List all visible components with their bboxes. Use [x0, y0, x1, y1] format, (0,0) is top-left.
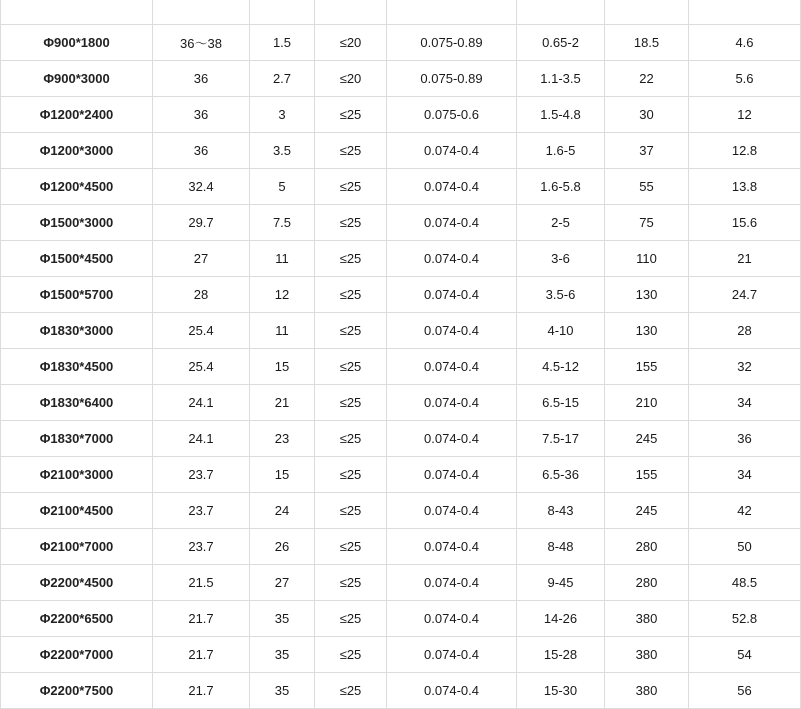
table-cell: ≤25	[315, 457, 387, 493]
table-cell: 36	[153, 97, 250, 133]
table-cell: 55	[605, 169, 689, 205]
table-cell-empty	[153, 0, 250, 25]
table-cell: 380	[605, 601, 689, 637]
table-cell: 35	[250, 673, 315, 709]
table-cell: 6.5-36	[517, 457, 605, 493]
table-cell: 36	[153, 133, 250, 169]
model-cell: Φ2200*6500	[1, 601, 153, 637]
table-cell-empty	[250, 0, 315, 25]
table-cell: ≤25	[315, 673, 387, 709]
table-row	[1, 349, 801, 385]
table-cell: 14-26	[517, 601, 605, 637]
table-cell: 28	[689, 313, 801, 349]
table-row	[1, 241, 801, 277]
table-cell: ≤25	[315, 421, 387, 457]
model-cell: Φ1500*5700	[1, 277, 153, 313]
table-cell: 12.8	[689, 133, 801, 169]
table-row	[1, 25, 801, 61]
table-cell: 11	[250, 313, 315, 349]
table-cell: 1.6-5	[517, 133, 605, 169]
table-cell: ≤25	[315, 601, 387, 637]
table-cell: 245	[605, 493, 689, 529]
table-cell: 36	[689, 421, 801, 457]
table-cell: 130	[605, 277, 689, 313]
table-cell: 34	[689, 457, 801, 493]
table-cell: ≤25	[315, 637, 387, 673]
table-cell-empty	[689, 0, 801, 25]
table-cell: 15-28	[517, 637, 605, 673]
table-cell: 3.5-6	[517, 277, 605, 313]
table-row	[1, 61, 801, 97]
model-cell: Φ1200*2400	[1, 97, 153, 133]
table-cell: 48.5	[689, 565, 801, 601]
table-cell: 36～38	[153, 25, 250, 61]
table-cell: 15	[250, 457, 315, 493]
table-cell: 1.5	[250, 25, 315, 61]
table-cell: 0.074-0.4	[387, 529, 517, 565]
table-row	[1, 421, 801, 457]
table-cell: ≤25	[315, 493, 387, 529]
table-cell: 34	[689, 385, 801, 421]
table-cell: 28	[153, 277, 250, 313]
table-cell: 36	[153, 61, 250, 97]
table-cell: ≤25	[315, 205, 387, 241]
table-cell: ≤25	[315, 385, 387, 421]
table-cell: 0.074-0.4	[387, 241, 517, 277]
table-cell-empty	[387, 0, 517, 25]
table-cell: 11	[250, 241, 315, 277]
table-cell: 26	[250, 529, 315, 565]
table-cell: 0.074-0.4	[387, 205, 517, 241]
table-row	[1, 97, 801, 133]
table-cell: 23.7	[153, 529, 250, 565]
table-cell: 4-10	[517, 313, 605, 349]
table-cell: 210	[605, 385, 689, 421]
table-cell: 3	[250, 97, 315, 133]
table-cell: 3-6	[517, 241, 605, 277]
model-cell: Φ2100*3000	[1, 457, 153, 493]
table-cell: ≤25	[315, 313, 387, 349]
table-row	[1, 169, 801, 205]
table-cell: 4.5-12	[517, 349, 605, 385]
table-cell: 24	[250, 493, 315, 529]
table-cell: 35	[250, 601, 315, 637]
table-cell: 15.6	[689, 205, 801, 241]
table-cell: 7.5-17	[517, 421, 605, 457]
table-cell: 22	[605, 61, 689, 97]
table-cell: 280	[605, 529, 689, 565]
table-cell: 12	[250, 277, 315, 313]
table-cell: ≤25	[315, 529, 387, 565]
model-cell: Φ1500*3000	[1, 205, 153, 241]
model-cell: Φ1500*4500	[1, 241, 153, 277]
table-cell: ≤25	[315, 277, 387, 313]
table-cell: ≤25	[315, 97, 387, 133]
table-cell: 3.5	[250, 133, 315, 169]
table-cell: ≤25	[315, 133, 387, 169]
model-cell: Φ1830*6400	[1, 385, 153, 421]
table-cell: ≤25	[315, 349, 387, 385]
table-cell: 0.074-0.4	[387, 277, 517, 313]
table-cell: 6.5-15	[517, 385, 605, 421]
table-cell: 0.65-2	[517, 25, 605, 61]
table-cell: 1.6-5.8	[517, 169, 605, 205]
table-cell: ≤20	[315, 61, 387, 97]
model-cell: Φ900*1800	[1, 25, 153, 61]
table-cell: 35	[250, 637, 315, 673]
table-cell: 23.7	[153, 457, 250, 493]
table-cell: 2-5	[517, 205, 605, 241]
table-cell: 9-45	[517, 565, 605, 601]
table-cell: 50	[689, 529, 801, 565]
model-cell: Φ2100*4500	[1, 493, 153, 529]
table-cell: 0.074-0.4	[387, 565, 517, 601]
table-cell: 15-30	[517, 673, 605, 709]
table-cell: 7.5	[250, 205, 315, 241]
table-cell: 0.074-0.4	[387, 169, 517, 205]
table-cell: 23	[250, 421, 315, 457]
table-cell: 5.6	[689, 61, 801, 97]
table-cell: 27	[153, 241, 250, 277]
table-row	[1, 673, 801, 709]
table-cell: ≤25	[315, 169, 387, 205]
table-cell: 380	[605, 637, 689, 673]
table-cell: 380	[605, 673, 689, 709]
table-cell: 12	[689, 97, 801, 133]
table-cell: 24.1	[153, 385, 250, 421]
table-cell: 21	[689, 241, 801, 277]
table-cell: 42	[689, 493, 801, 529]
table-cell: 0.074-0.4	[387, 493, 517, 529]
table-row	[1, 205, 801, 241]
table-cell: 155	[605, 457, 689, 493]
table-cell: 0.075-0.6	[387, 97, 517, 133]
table-row	[1, 529, 801, 565]
table-row	[1, 637, 801, 673]
model-cell: Φ1830*4500	[1, 349, 153, 385]
table-cell: 27	[250, 565, 315, 601]
table-cell: 155	[605, 349, 689, 385]
model-cell: Φ2100*7000	[1, 529, 153, 565]
table-cell: 130	[605, 313, 689, 349]
table-cell: 1.5-4.8	[517, 97, 605, 133]
table-cell: 2.7	[250, 61, 315, 97]
table-cell: 1.1-3.5	[517, 61, 605, 97]
table-cell-empty	[517, 0, 605, 25]
model-cell: Φ900*3000	[1, 61, 153, 97]
table-cell: 0.074-0.4	[387, 637, 517, 673]
table-cell: 32.4	[153, 169, 250, 205]
table-cell: 37	[605, 133, 689, 169]
table-cell: 52.8	[689, 601, 801, 637]
table-cell-empty	[605, 0, 689, 25]
table-cell: 0.074-0.4	[387, 133, 517, 169]
table-cell: 75	[605, 205, 689, 241]
table-cell: 24.7	[689, 277, 801, 313]
table-cell: 21	[250, 385, 315, 421]
table-cell: 0.075-0.89	[387, 61, 517, 97]
model-cell: Φ1830*3000	[1, 313, 153, 349]
table-cell: 5	[250, 169, 315, 205]
table-cell: 0.074-0.4	[387, 457, 517, 493]
table-cell: 8-48	[517, 529, 605, 565]
table-row	[1, 565, 801, 601]
table-row	[1, 277, 801, 313]
table-cell: 0.074-0.4	[387, 673, 517, 709]
model-cell: Φ1200*4500	[1, 169, 153, 205]
table-cell: 0.074-0.4	[387, 313, 517, 349]
table-cell: 18.5	[605, 25, 689, 61]
table-row	[1, 457, 801, 493]
table-row	[1, 601, 801, 637]
table-cell: 8-43	[517, 493, 605, 529]
table-cell: 32	[689, 349, 801, 385]
table-cell: 0.074-0.4	[387, 385, 517, 421]
model-cell: Φ1830*7000	[1, 421, 153, 457]
table-row	[1, 493, 801, 529]
table-cell: 0.074-0.4	[387, 349, 517, 385]
table-row	[1, 385, 801, 421]
model-cell: Φ2200*4500	[1, 565, 153, 601]
table-cell: 4.6	[689, 25, 801, 61]
table-cell: 0.074-0.4	[387, 421, 517, 457]
table-row	[1, 133, 801, 169]
table-cell: 21.7	[153, 601, 250, 637]
table-cell: 25.4	[153, 349, 250, 385]
table-cell: 0.074-0.4	[387, 601, 517, 637]
table-cell: 0.075-0.89	[387, 25, 517, 61]
table-cell: ≤20	[315, 25, 387, 61]
table-row	[1, 313, 801, 349]
table-cell: ≤25	[315, 565, 387, 601]
model-cell: Φ2200*7500	[1, 673, 153, 709]
table-cell: 54	[689, 637, 801, 673]
spec-table-body	[1, 0, 801, 709]
table-cell: 25.4	[153, 313, 250, 349]
table-cell: 110	[605, 241, 689, 277]
table-cell: 29.7	[153, 205, 250, 241]
model-cell: Φ1200*3000	[1, 133, 153, 169]
table-cell: 21.5	[153, 565, 250, 601]
table-row-partial-top	[1, 0, 801, 25]
model-cell: Φ2200*7000	[1, 637, 153, 673]
table-cell: ≤25	[315, 241, 387, 277]
table-cell-empty	[315, 0, 387, 25]
table-cell: 245	[605, 421, 689, 457]
table-cell: 21.7	[153, 637, 250, 673]
table-cell: 13.8	[689, 169, 801, 205]
table-cell: 15	[250, 349, 315, 385]
table-cell-empty	[1, 0, 153, 25]
table-cell: 56	[689, 673, 801, 709]
table-cell: 24.1	[153, 421, 250, 457]
table-cell: 280	[605, 565, 689, 601]
table-cell: 23.7	[153, 493, 250, 529]
table-cell: 21.7	[153, 673, 250, 709]
table-cell: 30	[605, 97, 689, 133]
